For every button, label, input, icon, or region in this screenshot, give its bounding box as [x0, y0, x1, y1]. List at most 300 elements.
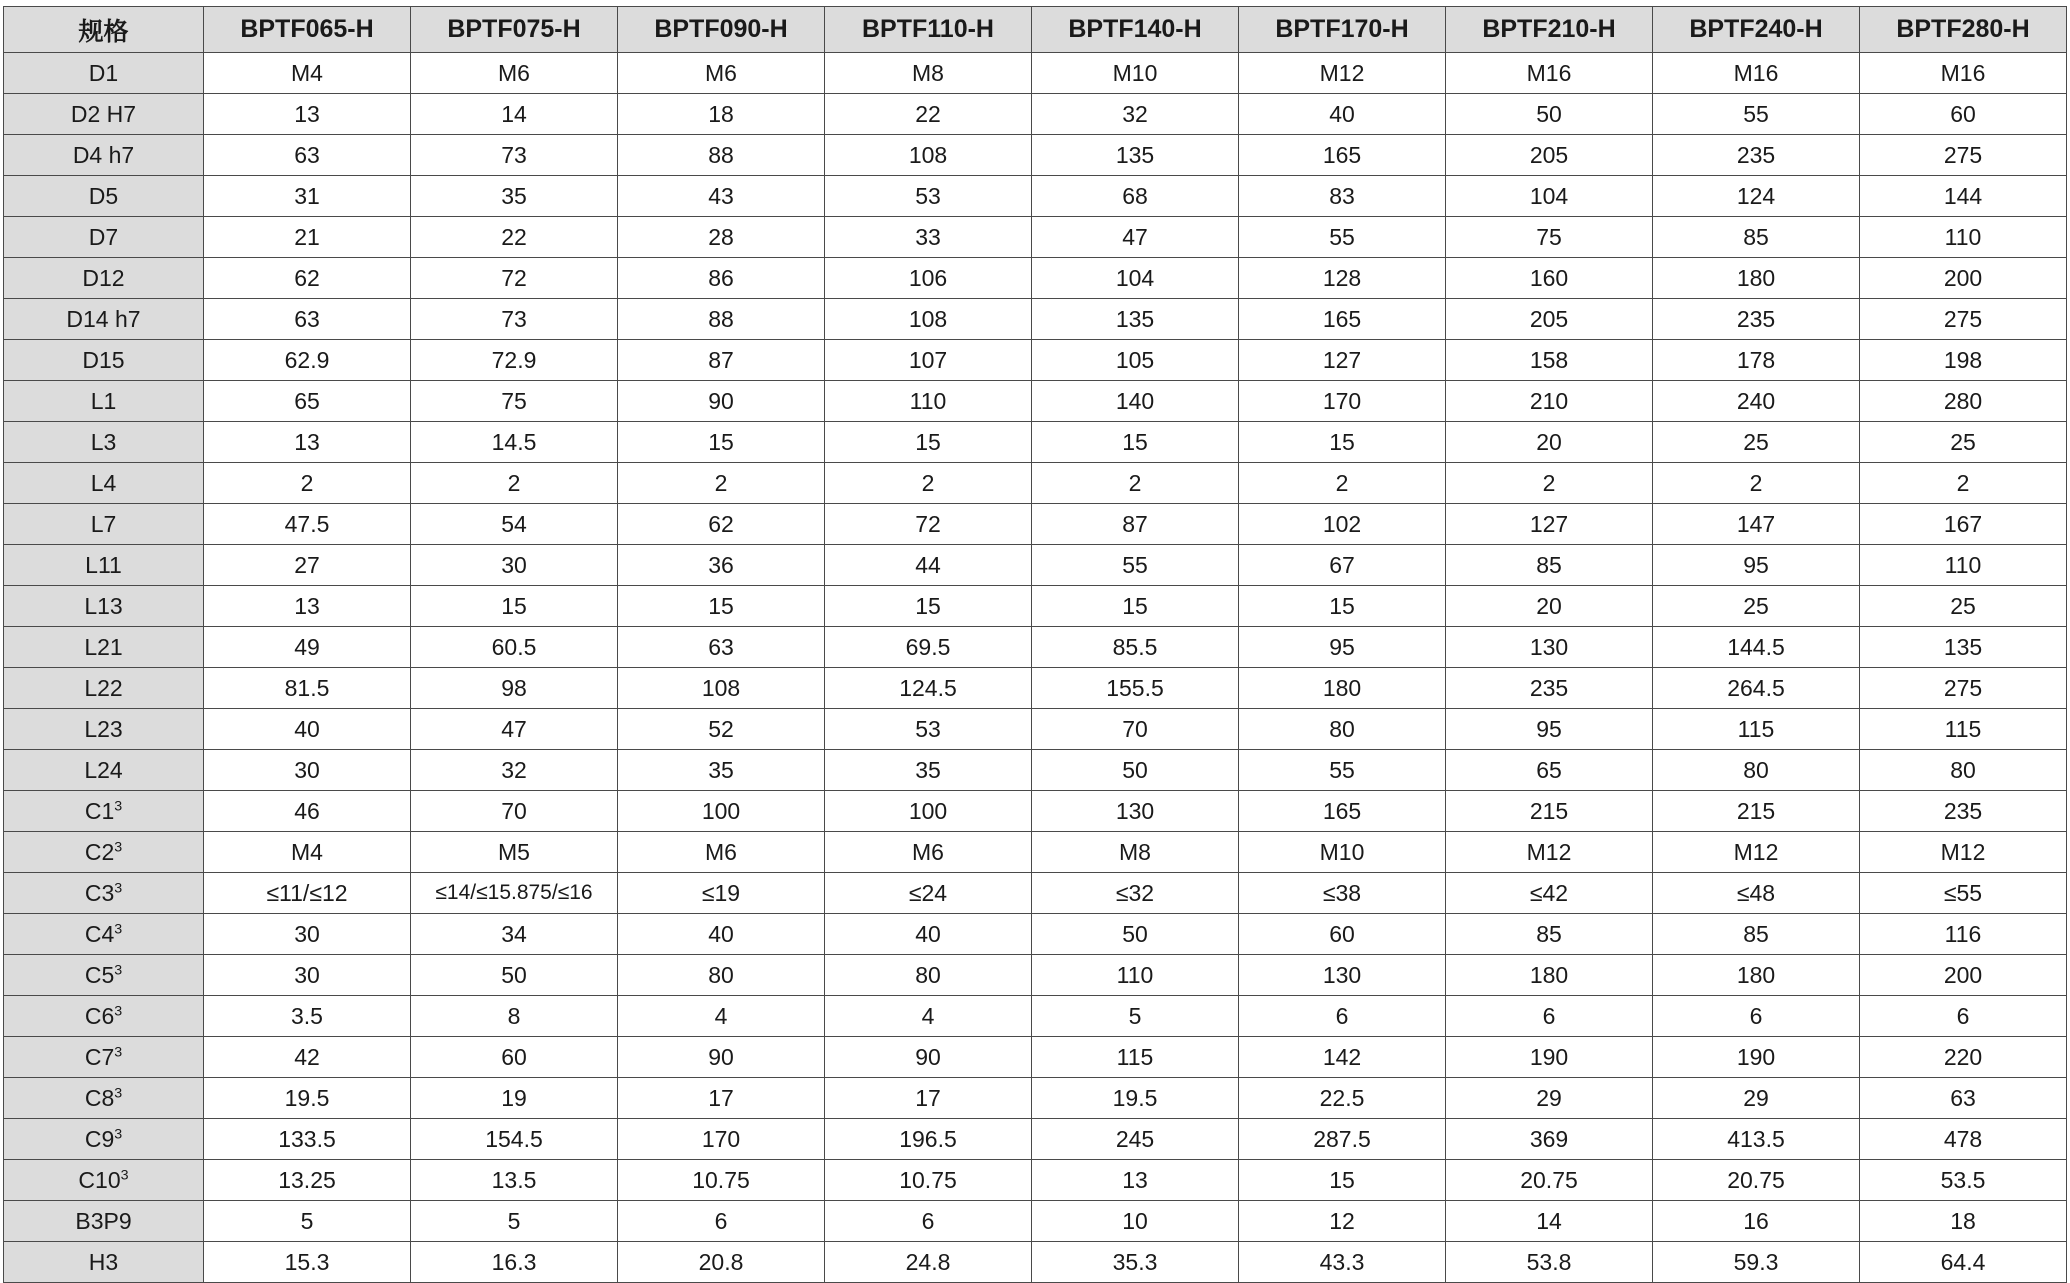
table-cell: 180	[1239, 668, 1446, 709]
table-cell: 264.5	[1653, 668, 1860, 709]
table-cell: 110	[825, 381, 1032, 422]
column-header-model: BPTF280-H	[1860, 7, 2067, 53]
row-label: $C2^3$	[4, 832, 204, 873]
row-label: L1	[4, 381, 204, 422]
table-cell: 12	[1239, 1201, 1446, 1242]
table-cell: 59.3	[1653, 1242, 1860, 1283]
table-cell: 190	[1446, 1037, 1653, 1078]
table-cell: 55	[1239, 217, 1446, 258]
table-cell: 28	[618, 217, 825, 258]
table-cell: M12	[1860, 832, 2067, 873]
table-row	[4, 381, 2067, 422]
table-cell: 124.5	[825, 668, 1032, 709]
table-cell: 108	[825, 135, 1032, 176]
table-cell: 15	[1239, 1160, 1446, 1201]
table-cell: 60	[1860, 94, 2067, 135]
table-cell: M16	[1446, 53, 1653, 94]
table-cell: 180	[1446, 955, 1653, 996]
column-header-model: BPTF090-H	[618, 7, 825, 53]
table-cell: 15	[618, 422, 825, 463]
table-cell: 5	[1032, 996, 1239, 1037]
table-cell: 220	[1860, 1037, 2067, 1078]
table-cell: M6	[825, 832, 1032, 873]
table-cell: ≤42	[1446, 873, 1653, 914]
table-cell: 18	[618, 94, 825, 135]
table-cell: 10	[1032, 1201, 1239, 1242]
column-header-model: BPTF210-H	[1446, 7, 1653, 53]
table-cell: 87	[1032, 504, 1239, 545]
table-row	[4, 996, 2067, 1037]
table-cell: 50	[411, 955, 618, 996]
table-cell: 13	[204, 94, 411, 135]
table-cell: 140	[1032, 381, 1239, 422]
table-cell: 83	[1239, 176, 1446, 217]
table-cell: 63	[1860, 1078, 2067, 1119]
row-label: D7	[4, 217, 204, 258]
row-label: L23	[4, 709, 204, 750]
table-cell: 72	[825, 504, 1032, 545]
table-row	[4, 914, 2067, 955]
table-cell: 4	[618, 996, 825, 1037]
table-cell: ≤11/≤12	[204, 873, 411, 914]
table-row	[4, 217, 2067, 258]
table-cell: 215	[1653, 791, 1860, 832]
table-cell: 13	[1032, 1160, 1239, 1201]
table-cell: 369	[1446, 1119, 1653, 1160]
table-cell: 478	[1860, 1119, 2067, 1160]
table-row	[4, 709, 2067, 750]
table-cell: 15	[1239, 586, 1446, 627]
table-cell: 60	[1239, 914, 1446, 955]
table-cell: 98	[411, 668, 618, 709]
row-label-superscript: 3	[114, 1084, 123, 1101]
table-cell: 90	[618, 381, 825, 422]
table-cell: 95	[1446, 709, 1653, 750]
table-cell: 80	[618, 955, 825, 996]
table-row	[4, 1242, 2067, 1283]
table-cell: 165	[1239, 135, 1446, 176]
table-cell: 40	[1239, 94, 1446, 135]
table-cell: 55	[1032, 545, 1239, 586]
table-cell: 80	[1653, 750, 1860, 791]
table-cell: 35	[825, 750, 1032, 791]
table-cell: 19.5	[204, 1078, 411, 1119]
table-cell: M12	[1239, 53, 1446, 94]
row-label: $C5^3$	[4, 955, 204, 996]
table-cell: 6	[825, 1201, 1032, 1242]
table-cell: M8	[825, 53, 1032, 94]
table-cell: 235	[1446, 668, 1653, 709]
table-cell: 53	[825, 709, 1032, 750]
table-cell: 67	[1239, 545, 1446, 586]
table-cell: 90	[825, 1037, 1032, 1078]
table-cell: 16	[1653, 1201, 1860, 1242]
table-cell: 144.5	[1653, 627, 1860, 668]
table-cell: 80	[1239, 709, 1446, 750]
table-cell: 104	[1032, 258, 1239, 299]
table-row	[4, 668, 2067, 709]
table-cell: 30	[204, 955, 411, 996]
table-cell: 63	[618, 627, 825, 668]
table-cell: 235	[1653, 135, 1860, 176]
table-cell: 2	[1653, 463, 1860, 504]
table-cell: 47	[411, 709, 618, 750]
table-row	[4, 545, 2067, 586]
table-cell: 27	[204, 545, 411, 586]
table-cell: ≤24	[825, 873, 1032, 914]
table-row	[4, 422, 2067, 463]
table-cell: 44	[825, 545, 1032, 586]
row-label: D4 h7	[4, 135, 204, 176]
row-label: L7	[4, 504, 204, 545]
row-label: L24	[4, 750, 204, 791]
table-cell: 130	[1446, 627, 1653, 668]
table-cell: 75	[1446, 217, 1653, 258]
table-cell: 20.8	[618, 1242, 825, 1283]
table-cell: 205	[1446, 135, 1653, 176]
table-cell: 105	[1032, 340, 1239, 381]
table-cell: 55	[1239, 750, 1446, 791]
table-cell: 36	[618, 545, 825, 586]
table-cell: 215	[1446, 791, 1653, 832]
table-cell: 29	[1446, 1078, 1653, 1119]
table-cell: 15	[411, 586, 618, 627]
table-cell: 87	[618, 340, 825, 381]
table-cell: 50	[1032, 914, 1239, 955]
row-label: L22	[4, 668, 204, 709]
table-cell: M16	[1860, 53, 2067, 94]
table-cell: 95	[1653, 545, 1860, 586]
table-cell: 155.5	[1032, 668, 1239, 709]
column-header-model: BPTF075-H	[411, 7, 618, 53]
table-cell: 85.5	[1032, 627, 1239, 668]
table-cell: 116	[1860, 914, 2067, 955]
table-cell: 127	[1239, 340, 1446, 381]
table-cell: 60.5	[411, 627, 618, 668]
table-cell: 21	[204, 217, 411, 258]
table-row	[4, 832, 2067, 873]
table-cell: ≤48	[1653, 873, 1860, 914]
table-body	[4, 53, 2067, 1283]
table-cell: 115	[1653, 709, 1860, 750]
row-label-superscript: 3	[114, 1125, 123, 1142]
table-row	[4, 627, 2067, 668]
table-cell: 170	[618, 1119, 825, 1160]
table-cell: 2	[825, 463, 1032, 504]
table-cell: 20	[1446, 586, 1653, 627]
table-cell: 32	[411, 750, 618, 791]
table-cell: 18	[1860, 1201, 2067, 1242]
table-cell: 65	[1446, 750, 1653, 791]
table-cell: 160	[1446, 258, 1653, 299]
table-cell: 35.3	[1032, 1242, 1239, 1283]
table-cell: 144	[1860, 176, 2067, 217]
table-cell: 413.5	[1653, 1119, 1860, 1160]
table-cell: 14.5	[411, 422, 618, 463]
row-label: B3P9	[4, 1201, 204, 1242]
table-cell: 55	[1653, 94, 1860, 135]
table-cell: 205	[1446, 299, 1653, 340]
table-cell: 100	[825, 791, 1032, 832]
table-cell: 75	[411, 381, 618, 422]
table-cell: 15.3	[204, 1242, 411, 1283]
table-cell: M10	[1239, 832, 1446, 873]
table-cell: M6	[411, 53, 618, 94]
row-label: L4	[4, 463, 204, 504]
table-cell: 31	[204, 176, 411, 217]
table-header-row	[4, 7, 2067, 53]
table-cell: 15	[618, 586, 825, 627]
table-cell: 124	[1653, 176, 1860, 217]
row-label-superscript: 3	[120, 1166, 129, 1183]
table-cell: 90	[618, 1037, 825, 1078]
table-cell: 13	[204, 422, 411, 463]
table-cell: 108	[618, 668, 825, 709]
table-cell: 2	[1860, 463, 2067, 504]
row-label: $C1^3$	[4, 791, 204, 832]
table-cell: 80	[825, 955, 1032, 996]
table-cell: 235	[1653, 299, 1860, 340]
table-cell: 35	[411, 176, 618, 217]
row-label: H3	[4, 1242, 204, 1283]
table-cell: 115	[1032, 1037, 1239, 1078]
table-cell: 34	[411, 914, 618, 955]
table-row	[4, 135, 2067, 176]
table-cell: 210	[1446, 381, 1653, 422]
table-cell: 107	[825, 340, 1032, 381]
table-cell: 72.9	[411, 340, 618, 381]
table-row	[4, 53, 2067, 94]
table-row	[4, 504, 2067, 545]
row-label: D14 h7	[4, 299, 204, 340]
table-cell: 40	[204, 709, 411, 750]
table-cell: 85	[1446, 914, 1653, 955]
table-cell: M10	[1032, 53, 1239, 94]
table-cell: 110	[1032, 955, 1239, 996]
table-cell: 198	[1860, 340, 2067, 381]
table-cell: 47	[1032, 217, 1239, 258]
table-cell: 6	[1860, 996, 2067, 1037]
row-label: $C4^3$	[4, 914, 204, 955]
table-cell: 200	[1860, 258, 2067, 299]
table-cell: 54	[411, 504, 618, 545]
table-cell: 180	[1653, 955, 1860, 996]
table-cell: 135	[1860, 627, 2067, 668]
table-cell: 25	[1860, 422, 2067, 463]
row-label-superscript: 3	[114, 838, 123, 855]
row-label: D12	[4, 258, 204, 299]
table-row	[4, 750, 2067, 791]
table-cell: 30	[204, 750, 411, 791]
table-cell: 106	[825, 258, 1032, 299]
table-cell: M4	[204, 832, 411, 873]
table-cell: 10.75	[618, 1160, 825, 1201]
table-cell: 8	[411, 996, 618, 1037]
table-cell: M6	[618, 53, 825, 94]
table-cell: 85	[1653, 217, 1860, 258]
table-cell: 25	[1860, 586, 2067, 627]
table-cell: 62	[204, 258, 411, 299]
table-cell: 80	[1860, 750, 2067, 791]
table-cell: 81.5	[204, 668, 411, 709]
table-cell: 3.5	[204, 996, 411, 1037]
table-cell: 88	[618, 135, 825, 176]
table-cell: 128	[1239, 258, 1446, 299]
table-cell: 19	[411, 1078, 618, 1119]
table-cell: 165	[1239, 791, 1446, 832]
table-cell: 60	[411, 1037, 618, 1078]
table-cell: 2	[1239, 463, 1446, 504]
table-cell: 20.75	[1653, 1160, 1860, 1201]
table-row	[4, 463, 2067, 504]
table-cell: 178	[1653, 340, 1860, 381]
table-cell: 25	[1653, 422, 1860, 463]
table-cell: 42	[204, 1037, 411, 1078]
row-label-superscript: 3	[114, 920, 123, 937]
table-cell: 52	[618, 709, 825, 750]
table-cell: M12	[1446, 832, 1653, 873]
column-header-model: BPTF065-H	[204, 7, 411, 53]
table-cell: 73	[411, 299, 618, 340]
table-cell: 115	[1860, 709, 2067, 750]
table-cell: 100	[618, 791, 825, 832]
row-label-superscript: 3	[114, 879, 123, 896]
row-label: $C10^3$	[4, 1160, 204, 1201]
table-cell: 19.5	[1032, 1078, 1239, 1119]
table-cell: 62.9	[204, 340, 411, 381]
table-cell: 30	[411, 545, 618, 586]
table-row	[4, 791, 2067, 832]
table-cell: 17	[825, 1078, 1032, 1119]
table-cell: 127	[1446, 504, 1653, 545]
table-cell: 275	[1860, 668, 2067, 709]
row-label: L13	[4, 586, 204, 627]
table-cell: 86	[618, 258, 825, 299]
row-label: D5	[4, 176, 204, 217]
row-label: $C7^3$	[4, 1037, 204, 1078]
table-cell: 167	[1860, 504, 2067, 545]
table-cell: 13	[204, 586, 411, 627]
table-cell: 15	[1239, 422, 1446, 463]
table-row	[4, 299, 2067, 340]
table-cell: 40	[618, 914, 825, 955]
table-cell: 6	[1239, 996, 1446, 1037]
table-cell: ≤38	[1239, 873, 1446, 914]
specification-table	[3, 6, 2067, 1283]
table-row	[4, 1201, 2067, 1242]
table-cell: 10.75	[825, 1160, 1032, 1201]
table-cell: 53	[825, 176, 1032, 217]
table-cell: 53.5	[1860, 1160, 2067, 1201]
table-row	[4, 94, 2067, 135]
table-cell: 6	[1446, 996, 1653, 1037]
table-cell: 32	[1032, 94, 1239, 135]
table-cell: 147	[1653, 504, 1860, 545]
table-row	[4, 586, 2067, 627]
column-header-model: BPTF240-H	[1653, 7, 1860, 53]
table-cell: 64.4	[1860, 1242, 2067, 1283]
table-cell: 200	[1860, 955, 2067, 996]
table-cell: 6	[618, 1201, 825, 1242]
table-cell: 240	[1653, 381, 1860, 422]
table-cell: 196.5	[825, 1119, 1032, 1160]
table-cell: M16	[1653, 53, 1860, 94]
table-cell: 20.75	[1446, 1160, 1653, 1201]
column-header-model: BPTF140-H	[1032, 7, 1239, 53]
column-header-model: BPTF110-H	[825, 7, 1032, 53]
table-cell: 68	[1032, 176, 1239, 217]
table-cell: 69.5	[825, 627, 1032, 668]
table-cell: 46	[204, 791, 411, 832]
table-cell: M8	[1032, 832, 1239, 873]
table-cell: 70	[1032, 709, 1239, 750]
table-cell: 180	[1653, 258, 1860, 299]
table-cell: 130	[1032, 791, 1239, 832]
table-cell: 62	[618, 504, 825, 545]
table-cell: 43.3	[1239, 1242, 1446, 1283]
table-cell: ≤14/≤15.875/≤16	[411, 873, 618, 914]
table-cell: 30	[204, 914, 411, 955]
table-cell: 235	[1860, 791, 2067, 832]
table-cell: M5	[411, 832, 618, 873]
table-cell: 15	[1032, 422, 1239, 463]
table-cell: 15	[825, 422, 1032, 463]
table-cell: 85	[1653, 914, 1860, 955]
table-cell: 65	[204, 381, 411, 422]
row-label-superscript: 3	[114, 961, 123, 978]
table-cell: 88	[618, 299, 825, 340]
table-cell: 2	[204, 463, 411, 504]
table-cell: 2	[411, 463, 618, 504]
table-cell: 190	[1653, 1037, 1860, 1078]
table-cell: 14	[411, 94, 618, 135]
table-cell: 108	[825, 299, 1032, 340]
table-cell: M6	[618, 832, 825, 873]
table-header	[4, 7, 2067, 53]
table-cell: 22.5	[1239, 1078, 1446, 1119]
table-cell: 22	[825, 94, 1032, 135]
table-cell: 13.5	[411, 1160, 618, 1201]
table-row	[4, 1037, 2067, 1078]
table-cell: 40	[825, 914, 1032, 955]
table-cell: 280	[1860, 381, 2067, 422]
row-label: $C9^3$	[4, 1119, 204, 1160]
column-header-model: BPTF170-H	[1239, 7, 1446, 53]
table-cell: 4	[825, 996, 1032, 1037]
table-cell: 110	[1860, 545, 2067, 586]
table-cell: 14	[1446, 1201, 1653, 1242]
column-header-spec: 规格	[4, 7, 204, 53]
table-cell: 50	[1032, 750, 1239, 791]
table-cell: 165	[1239, 299, 1446, 340]
table-cell: 35	[618, 750, 825, 791]
table-cell: 142	[1239, 1037, 1446, 1078]
table-cell: ≤32	[1032, 873, 1239, 914]
table-cell: 63	[204, 299, 411, 340]
row-label-superscript: 3	[114, 797, 123, 814]
table-row	[4, 1160, 2067, 1201]
table-cell: 275	[1860, 135, 2067, 176]
table-cell: 95	[1239, 627, 1446, 668]
table-cell: 135	[1032, 299, 1239, 340]
table-cell: M12	[1653, 832, 1860, 873]
row-label: D2 H7	[4, 94, 204, 135]
table-cell: 110	[1860, 217, 2067, 258]
table-cell: 43	[618, 176, 825, 217]
row-label: $C8^3$	[4, 1078, 204, 1119]
table-cell: 53.8	[1446, 1242, 1653, 1283]
table-cell: 2	[618, 463, 825, 504]
